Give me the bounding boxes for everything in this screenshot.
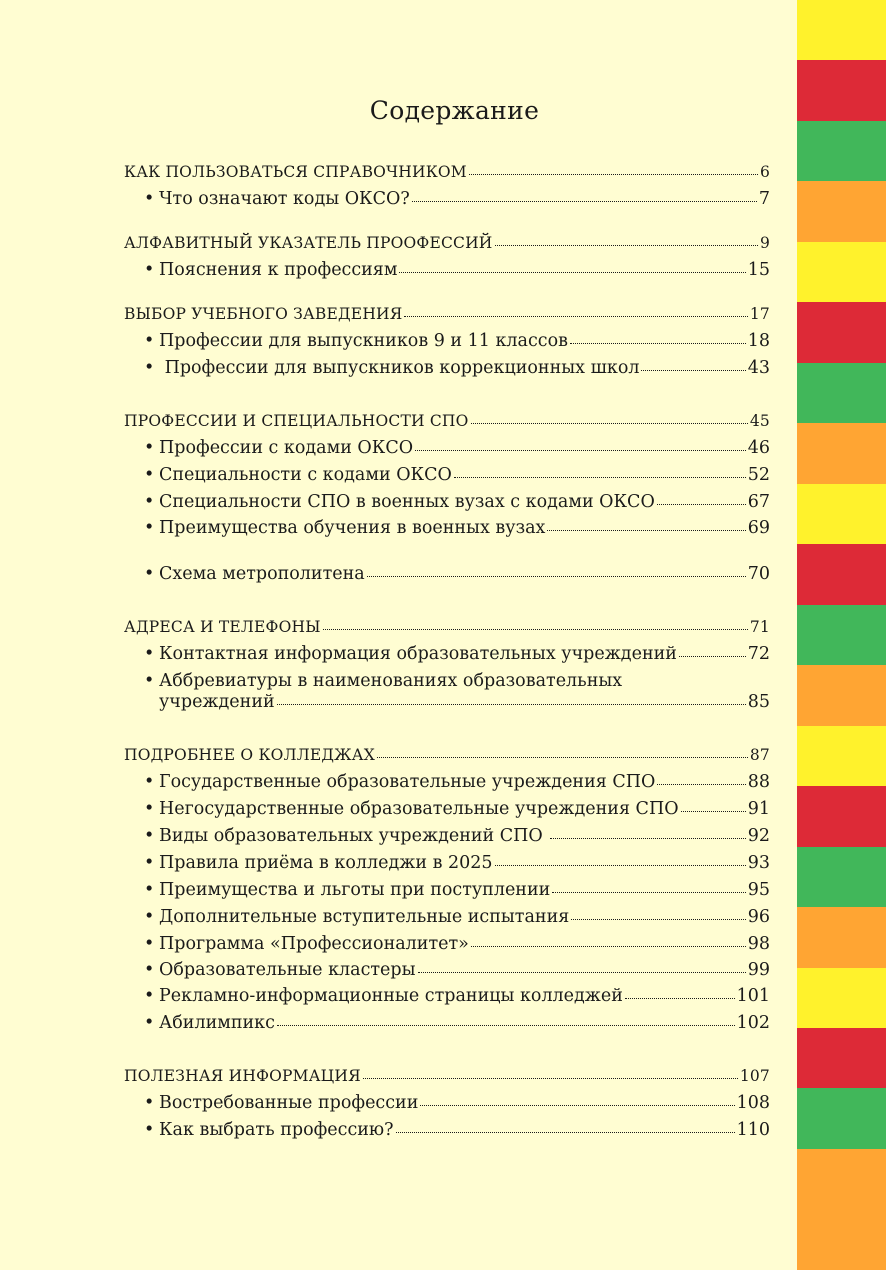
- bullet-icon: •: [144, 934, 155, 954]
- color-stripe: [797, 0, 886, 60]
- toc-label: Пояснения к профессиям: [159, 260, 398, 280]
- toc-item[interactable]: [144, 358, 770, 379]
- toc-label: Схема метрополитена: [159, 564, 365, 584]
- toc-page: 108: [736, 1093, 770, 1113]
- leader-dots: [418, 971, 746, 973]
- toc-page: 18: [747, 331, 770, 351]
- toc-item[interactable]: [144, 518, 770, 539]
- toc-label: Рекламно-информационные страницы колледжей: [159, 986, 623, 1006]
- toc-page: 45: [749, 412, 770, 430]
- bullet-icon: •: [144, 564, 155, 584]
- toc-page: 92: [747, 826, 770, 846]
- toc-label: КАК ПОЛЬЗОВАТЬСЯ СПРАВОЧНИКОМ: [124, 163, 467, 181]
- toc-page: 43: [747, 358, 770, 378]
- toc-item[interactable]: [144, 438, 770, 459]
- color-stripe: [797, 1149, 886, 1209]
- toc-section[interactable]: [124, 304, 770, 325]
- toc-label: Что означают коды ОКСО?: [159, 189, 410, 209]
- toc-page: 72: [747, 644, 770, 664]
- leader-dots: [495, 244, 758, 246]
- toc-label: Дополнительные вступительные испытания: [159, 907, 570, 927]
- leader-dots: [399, 271, 745, 273]
- color-stripe: [797, 665, 886, 725]
- toc-item[interactable]: [144, 960, 770, 981]
- toc-item[interactable]: [144, 1120, 770, 1141]
- bullet-icon: •: [144, 644, 155, 664]
- leader-dots: [377, 756, 748, 758]
- leader-dots: [277, 703, 746, 705]
- toc-item[interactable]: [144, 189, 770, 210]
- toc-item[interactable]: [144, 799, 770, 820]
- toc-label: Специальности с кодами ОКСО: [159, 465, 452, 485]
- toc-label-continued: учреждений: [159, 692, 275, 712]
- toc-label: АЛФАВИТНЫЙ УКАЗАТЕЛЬ ПРООФЕССИЙ: [124, 234, 493, 252]
- leader-dots: [570, 342, 746, 344]
- bullet-icon: •: [144, 853, 155, 873]
- leader-dots: [363, 1077, 738, 1079]
- leader-dots: [550, 837, 745, 839]
- toc-page: 101: [736, 986, 770, 1006]
- leader-dots: [625, 997, 735, 999]
- toc-label: Контактная информация образовательных учреждений: [159, 644, 677, 664]
- bullet-icon: •: [144, 1013, 155, 1033]
- toc-page: 110: [736, 1120, 770, 1140]
- toc-page: 70: [747, 564, 770, 584]
- toc-item[interactable]: [144, 1013, 770, 1034]
- toc-label: АДРЕСА И ТЕЛЕФОНЫ: [124, 618, 321, 636]
- toc-label: Востребованные профессии: [159, 1093, 419, 1113]
- toc-section[interactable]: [124, 1066, 770, 1087]
- leader-dots: [367, 575, 746, 577]
- toc-item[interactable]: [144, 853, 770, 874]
- toc-page: 88: [747, 772, 770, 792]
- toc-item[interactable]: [144, 564, 770, 585]
- leader-dots: [469, 173, 758, 175]
- leader-dots: [681, 810, 746, 812]
- toc-section[interactable]: [124, 411, 770, 432]
- leader-dots: [495, 864, 746, 866]
- leader-dots: [404, 315, 747, 317]
- bullet-icon: •: [144, 1093, 155, 1113]
- toc-label: Государственные образовательные учреждения СПО: [159, 772, 656, 792]
- color-stripe: [797, 1209, 886, 1269]
- toc-item[interactable]: [144, 1093, 770, 1114]
- toc-item[interactable]: [144, 260, 770, 281]
- color-stripe: [797, 544, 886, 604]
- leader-dots: [657, 783, 745, 785]
- leader-dots: [412, 200, 757, 202]
- leader-dots: [547, 529, 745, 531]
- toc-section[interactable]: [124, 617, 770, 638]
- toc-item[interactable]: [144, 907, 770, 928]
- toc-item[interactable]: [144, 826, 770, 847]
- color-stripe: [797, 847, 886, 907]
- color-stripe: [797, 1088, 886, 1148]
- toc-label: ПОДРОБНЕЕ О КОЛЛЕДЖАХ: [124, 746, 375, 764]
- leader-dots: [571, 918, 745, 920]
- leader-dots: [323, 628, 748, 630]
- color-stripe: [797, 423, 886, 483]
- toc-page: 85: [747, 692, 770, 712]
- bullet-icon: •: [144, 880, 155, 900]
- toc-page: 69: [747, 518, 770, 538]
- toc-label: Преимущества обучения в военных вузах: [159, 518, 546, 538]
- bullet-icon: •: [144, 492, 155, 512]
- leader-dots: [552, 891, 745, 893]
- toc-label: ВЫБОР УЧЕБНОГО ЗАВЕДЕНИЯ: [124, 305, 403, 323]
- toc-label: Аббревиатуры в наименованиях образовательных: [159, 671, 623, 691]
- leader-dots: [420, 1104, 734, 1106]
- bullet-icon: •: [144, 826, 155, 846]
- leader-dots: [679, 655, 746, 657]
- color-stripe: [797, 363, 886, 423]
- color-stripe: [797, 786, 886, 846]
- toc-label: Профессии для выпускников коррекционных школ: [159, 358, 640, 378]
- toc-item[interactable]: [144, 331, 770, 352]
- toc-label: Негосударственные образовательные учреждения СПО: [159, 799, 679, 819]
- color-stripe: [797, 605, 886, 665]
- toc-page: 107: [739, 1067, 770, 1085]
- color-stripe: [797, 121, 886, 181]
- toc-page: 87: [749, 746, 770, 764]
- bullet-icon: •: [144, 518, 155, 538]
- toc-item[interactable]: [144, 772, 770, 793]
- bullet-icon: •: [144, 799, 155, 819]
- bullet-icon: •: [144, 260, 155, 280]
- toc-page: 6: [759, 163, 770, 181]
- bullet-icon: •: [144, 907, 155, 927]
- leader-dots: [657, 503, 746, 505]
- bullet-icon: •: [144, 1120, 155, 1140]
- toc-page: 96: [747, 907, 770, 927]
- toc-label: Образовательные кластеры: [159, 960, 416, 980]
- toc-section[interactable]: [124, 233, 770, 254]
- toc-label: ПРОФЕССИИ И СПЕЦИАЛЬНОСТИ СПО: [124, 412, 469, 430]
- leader-dots: [396, 1131, 735, 1133]
- toc-page: 95: [747, 880, 770, 900]
- toc-item[interactable]: [144, 465, 770, 486]
- toc-section[interactable]: [124, 162, 770, 183]
- color-stripe: [797, 484, 886, 544]
- color-stripe: [797, 1028, 886, 1088]
- toc-item[interactable]: [144, 644, 770, 665]
- toc-item[interactable]: [144, 934, 770, 955]
- toc-label: ПОЛЕЗНАЯ ИНФОРМАЦИЯ: [124, 1067, 361, 1085]
- toc-item[interactable]: [144, 671, 770, 713]
- toc-page: 102: [736, 1013, 770, 1033]
- toc-page: 67: [747, 492, 770, 512]
- bullet-icon: •: [144, 960, 155, 980]
- color-stripe: [797, 726, 886, 786]
- toc-label: Специальности СПО в военных вузах с кодами ОКСО: [159, 492, 655, 512]
- bullet-icon: •: [144, 438, 155, 458]
- page-title: Содержание: [369, 96, 540, 125]
- toc-label: Преимущества и льготы при поступлении: [159, 880, 551, 900]
- color-stripe: [797, 181, 886, 241]
- leader-dots: [454, 476, 746, 478]
- toc-section[interactable]: [124, 745, 770, 766]
- toc-label: Правила приёма в колледжи в 2025: [159, 853, 493, 873]
- bullet-icon: •: [144, 772, 155, 792]
- toc-label: Профессии с кодами ОКСО: [159, 438, 414, 458]
- toc-label: Виды образовательных учреждений СПО: [159, 826, 549, 846]
- toc-item[interactable]: [144, 492, 770, 513]
- toc-item[interactable]: [144, 880, 770, 901]
- bullet-icon: •: [144, 189, 155, 209]
- toc-label: Как выбрать профессию?: [159, 1120, 394, 1140]
- toc-page: 9: [759, 234, 770, 252]
- color-stripe: [797, 242, 886, 302]
- toc-label: Абилимпикс: [159, 1013, 275, 1033]
- color-stripe: [797, 968, 886, 1028]
- toc-page: 7: [758, 189, 770, 209]
- toc-page: 98: [747, 934, 770, 954]
- leader-dots: [471, 422, 748, 424]
- toc-label: Профессии для выпускников 9 и 11 классов: [159, 331, 568, 351]
- toc-label: Программа «Профессионалитет»: [159, 934, 469, 954]
- leader-dots: [415, 449, 746, 451]
- toc-page: 93: [747, 853, 770, 873]
- color-stripes: [797, 0, 886, 1270]
- leader-dots: [277, 1024, 735, 1026]
- bullet-icon: •: [144, 986, 155, 1006]
- color-stripe: [797, 302, 886, 362]
- bullet-icon: •: [144, 331, 155, 351]
- leader-dots: [641, 369, 745, 371]
- bullet-icon: •: [144, 358, 155, 378]
- leader-dots: [471, 945, 746, 947]
- toc-page: 91: [747, 799, 770, 819]
- color-stripe: [797, 907, 886, 967]
- toc-page: 52: [747, 465, 770, 485]
- bullet-icon: •: [144, 671, 155, 691]
- toc-item[interactable]: [144, 986, 770, 1007]
- toc-page: 99: [747, 960, 770, 980]
- toc-page: 46: [747, 438, 770, 458]
- toc-page: 71: [749, 618, 770, 636]
- toc-page: 17: [749, 305, 770, 323]
- toc-page: 15: [747, 260, 770, 280]
- bullet-icon: •: [144, 465, 155, 485]
